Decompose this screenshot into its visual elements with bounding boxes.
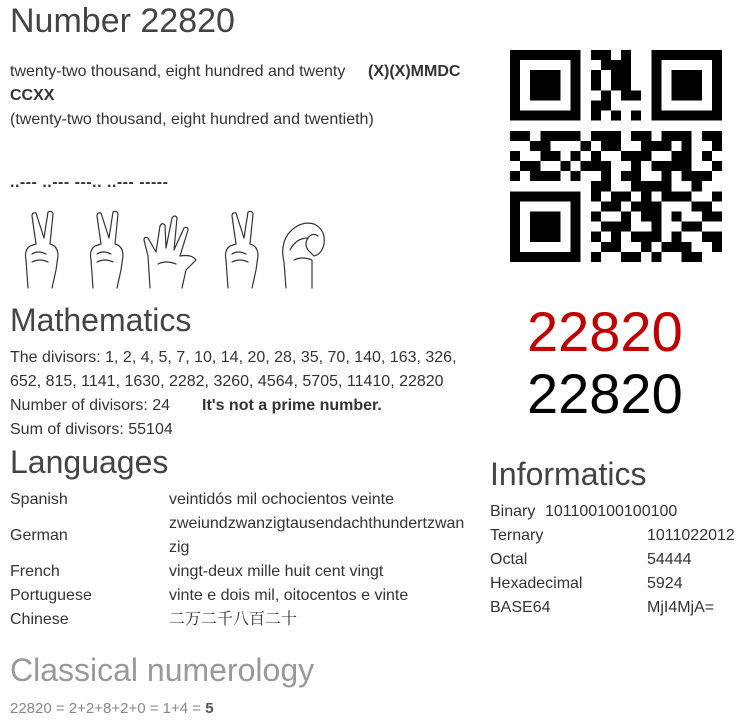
informatics-heading: Informatics — [490, 456, 647, 492]
language-value-chinese: 二万二千八百二十 — [169, 611, 298, 628]
ordinal-words: (twenty-two thousand, eight hundred and twentieth) — [10, 111, 374, 128]
base64-label: BASE64 — [490, 599, 551, 616]
language-value-portuguese: vinte e dois mil, oitocentos e vinte — [169, 587, 409, 604]
numerology-expression: 22820 = 2+2+8+2+0 = 1+4 = — [10, 700, 206, 717]
languages-heading: Languages — [10, 444, 169, 480]
ternary-label: Ternary — [490, 527, 544, 544]
language-value-german: zweiundzwanzigtausendachthundertzwanzig — [169, 515, 465, 556]
octal-value: 54444 — [647, 551, 692, 568]
number-in-words: twenty-two thousand, eight hundred and twenty — [10, 63, 346, 80]
prime-status: It's not a prime number. — [202, 397, 382, 414]
page-title: Number 22820 — [10, 2, 235, 40]
binary-value: 101100100100100 — [545, 503, 678, 520]
sign-language-hands — [18, 210, 338, 290]
language-label-spanish: Spanish — [10, 491, 68, 508]
language-label-german: German — [10, 527, 68, 544]
numerology-heading: Classical numerology — [10, 652, 315, 688]
number-of-divisors: Number of divisors: 24 — [10, 397, 171, 414]
binary-label: Binary — [490, 503, 536, 520]
roman-numeral-part2: CCXX — [10, 87, 55, 104]
octal-label: Octal — [490, 551, 528, 568]
hand-two-icon-1 — [26, 211, 59, 288]
divisors-line-1: The divisors: 1, 2, 4, 5, 7, 10, 14, 20, 28, 35, 70, 140, 163, 326, — [10, 349, 457, 366]
language-label-chinese: Chinese — [10, 611, 69, 628]
hexadecimal-value: 5924 — [647, 575, 683, 592]
ternary-value: 1011022012 — [647, 527, 735, 544]
number-display-red: 22820 — [527, 300, 683, 363]
mathematics-heading: Mathematics — [10, 302, 192, 338]
base64-value: MjI4MjA= — [647, 599, 715, 616]
language-label-portuguese: Portuguese — [10, 587, 92, 604]
roman-numeral-part1: (X)(X)MMDC — [368, 63, 461, 80]
number-display-black: 22820 — [527, 362, 683, 425]
hand-eight-icon — [144, 216, 196, 288]
numerology-equation — [10, 700, 214, 717]
hand-two-icon-3 — [226, 211, 259, 288]
numerology-result: 5 — [205, 700, 214, 717]
divisors-line-2: 652, 815, 1141, 1630, 2282, 3260, 4564, 5705, 11410, 22820 — [10, 373, 444, 390]
morse-code: ..--- ..--- ---.. ..--- ----- — [10, 174, 169, 191]
language-value-french: vingt-deux mille huit cent vingt — [169, 563, 384, 580]
hand-zero-icon — [283, 223, 325, 288]
hexadecimal-label: Hexadecimal — [490, 575, 583, 592]
language-label-french: French — [10, 563, 60, 580]
sum-of-divisors: Sum of divisors: 55104 — [10, 421, 173, 438]
language-value-spanish: veintidós mil ochocientos veinte — [169, 491, 395, 508]
hand-two-icon-2 — [91, 211, 124, 288]
qr-code — [510, 50, 722, 262]
